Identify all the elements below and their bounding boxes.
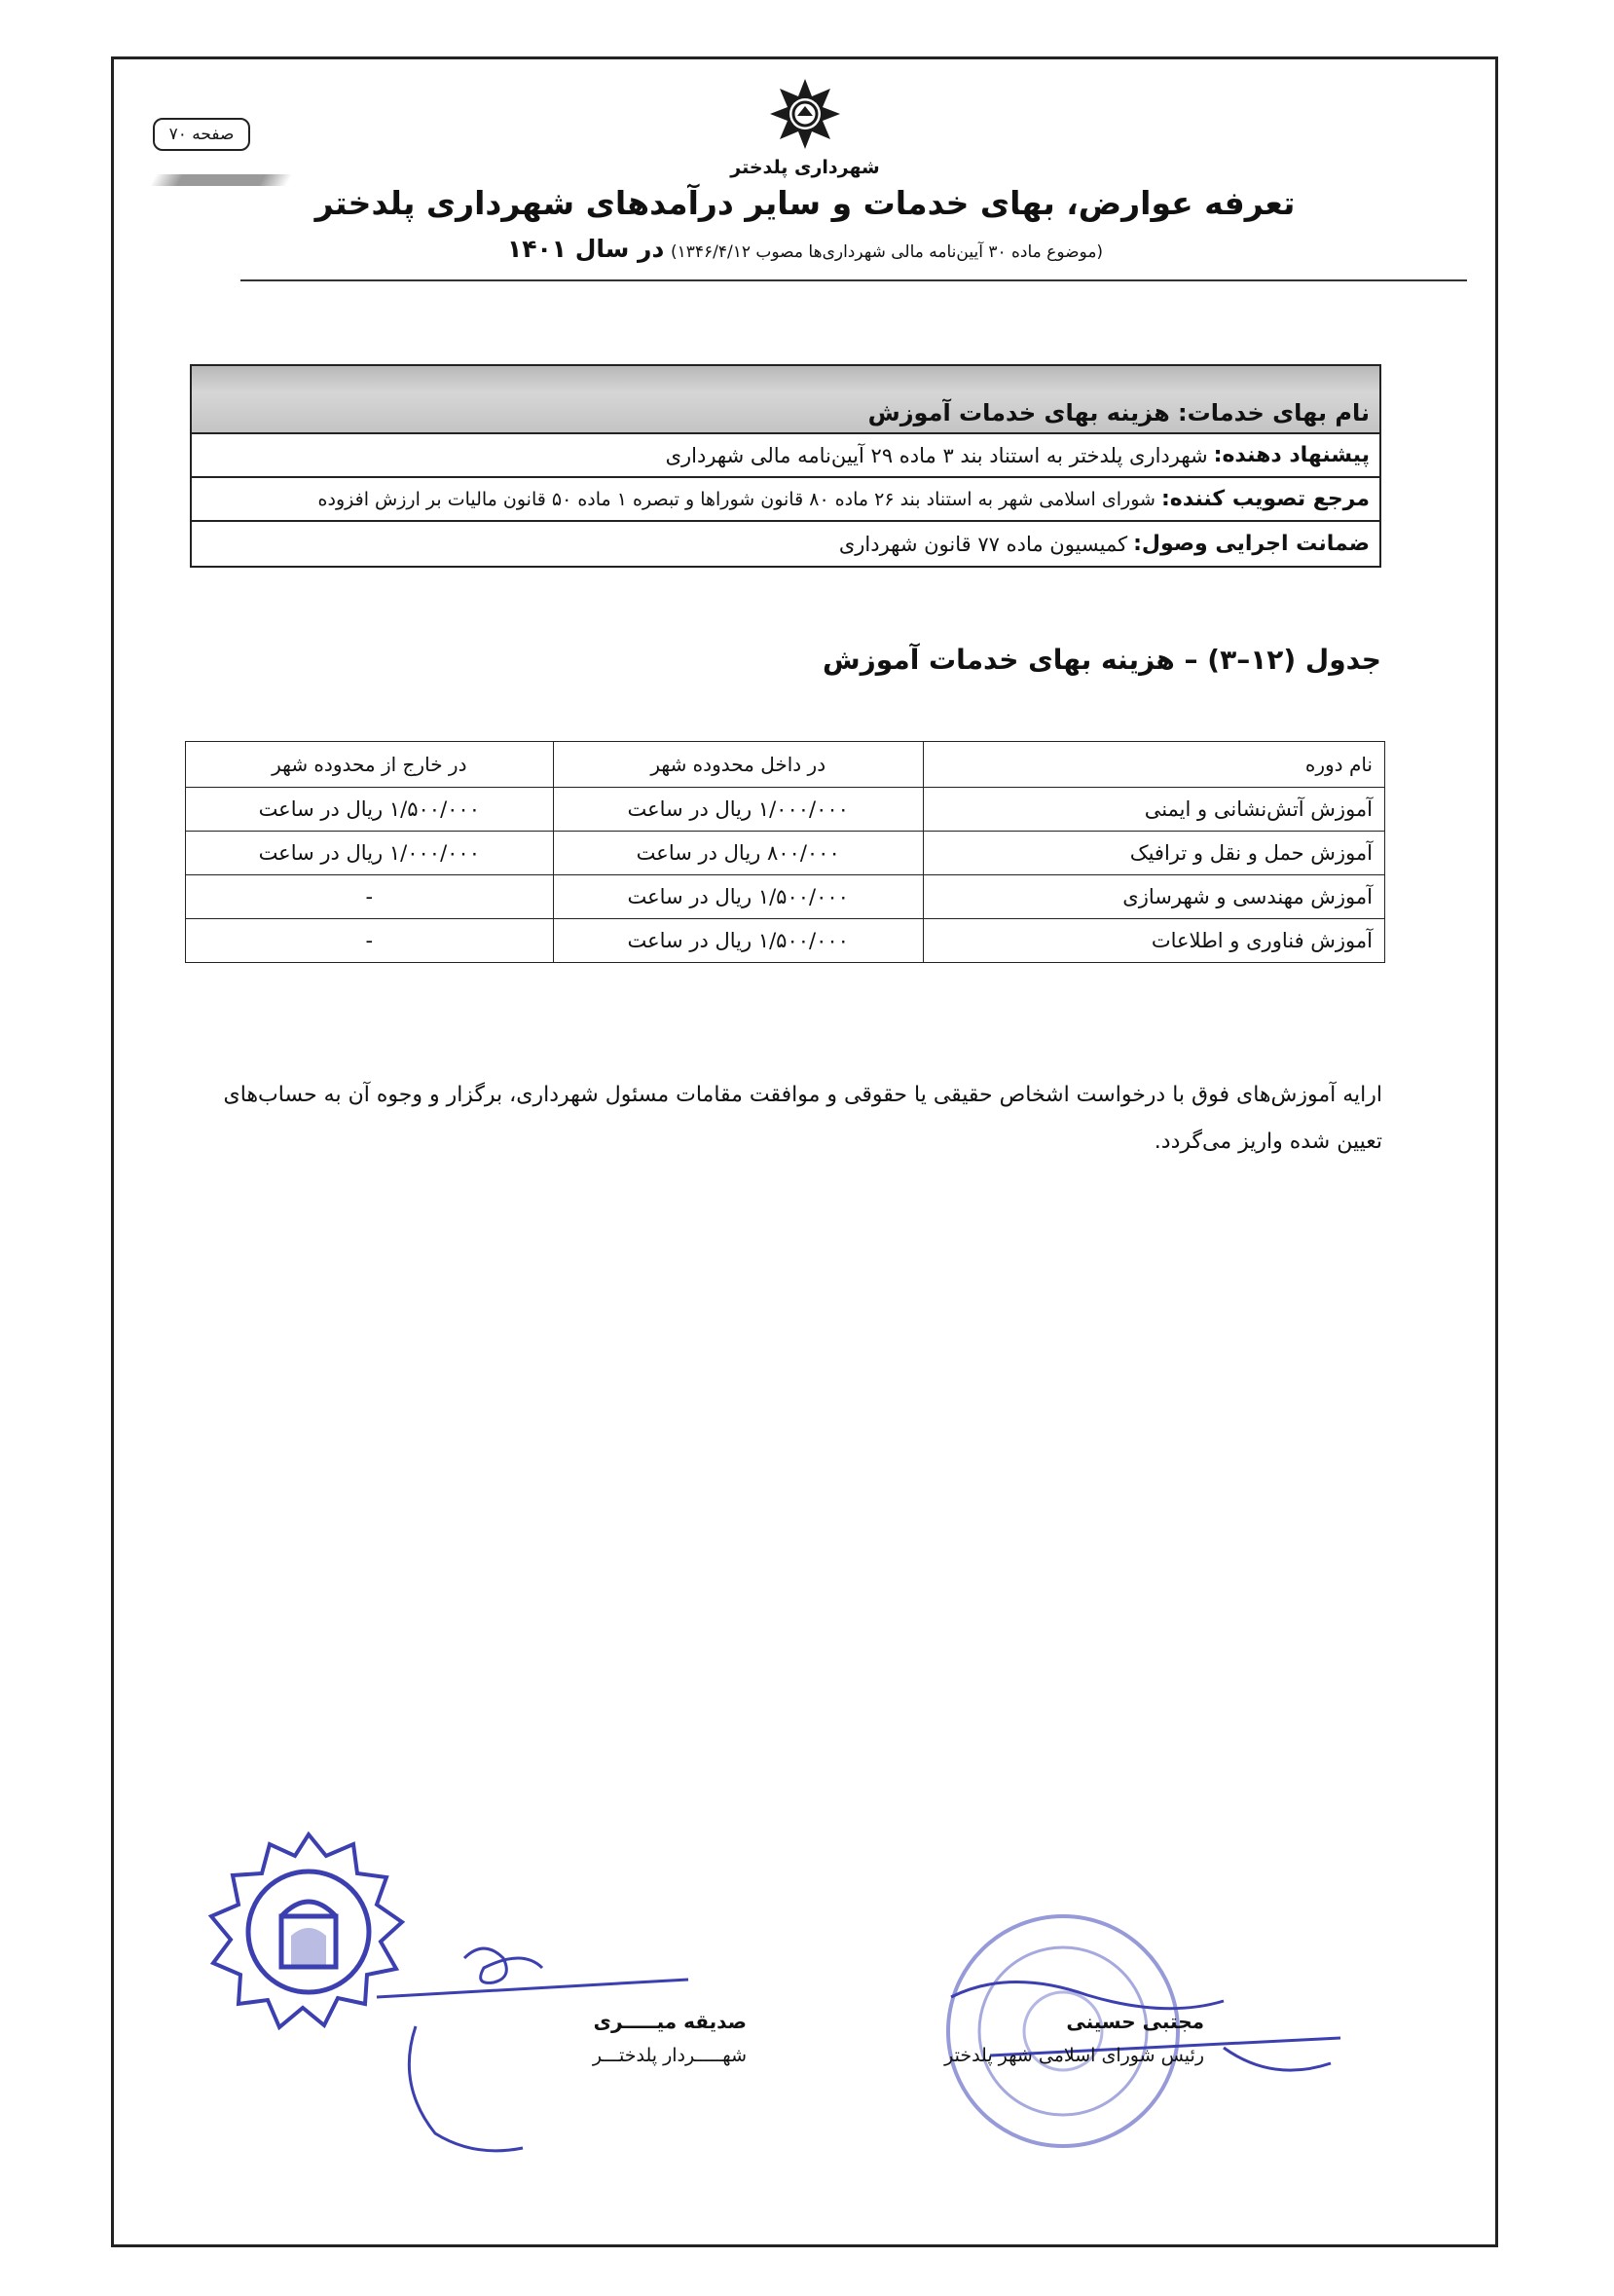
guarantee-row: [192, 522, 1379, 566]
explanatory-paragraph: ارایه آموزش‌های فوق با درخواست اشخاص حقیقی یا حقوقی و موافقت مقامات مسئول شهرداری، برگزار و وجوه آن به حساب‌های تعیین شده واریز می‌گردد.: [223, 1083, 1382, 1154]
table-caption: جدول (۱۲–۳) – هزینه بهای خدمات آموزش: [823, 644, 1381, 676]
mayor-role: شهـــــردار پلدختـــر: [592, 2045, 747, 2066]
cell-outside-city: ۱/۵۰۰/۰۰۰ ریال در ساعت: [186, 788, 554, 832]
cell-outside-city: -: [186, 919, 554, 963]
council-head-role: رئیس شورای اسلامی شهر پلدختر: [944, 2045, 1204, 2066]
proposer-label: پیشنهاد دهنده:: [1213, 443, 1370, 467]
page-frame: [111, 56, 1498, 2247]
header-divider: [240, 279, 1467, 281]
approver-value: شورای اسلامی شهر به استناد بند ۲۶ ماده ۸۰ قانون شوراها و تبصره ۱ ماده ۵۰ قانون مالیات بر ارزش افزوده: [317, 488, 1155, 510]
cell-course-name: آموزش آتش‌نشانی و ایمنی: [923, 788, 1384, 832]
guarantee-label: ضمانت اجرایی وصول:: [1133, 532, 1370, 556]
page-number-label: صفحه ۷۰: [168, 125, 235, 144]
table-row: [186, 788, 1385, 832]
table-row: [186, 832, 1385, 875]
header-inside-city: در داخل محدوده شهر: [553, 742, 923, 788]
mayor-signature-block: [474, 2010, 747, 2066]
table-header-row: [186, 742, 1385, 788]
council-head-name: مجتبی حسینی: [1066, 2010, 1204, 2033]
training-fees-table: [185, 741, 1385, 963]
service-info-box: [190, 364, 1381, 568]
cell-inside-city: ۱/۵۰۰/۰۰۰ ریال در ساعت: [553, 919, 923, 963]
cell-inside-city: ۱/۵۰۰/۰۰۰ ریال در ساعت: [553, 875, 923, 919]
proposer-row: [192, 434, 1379, 478]
proposer-value: شهرداری پلدختر به استناد بند ۳ ماده ۲۹ آیین‌نامه مالی شهرداری: [665, 443, 1208, 467]
table-row: [186, 919, 1385, 963]
subtitle-year: در سال ۱۴۰۱: [506, 235, 665, 263]
cell-inside-city: ۱/۰۰۰/۰۰۰ ریال در ساعت: [553, 788, 923, 832]
guarantee-value: کمیسیون ماده ۷۷ قانون شهرداری: [838, 532, 1128, 556]
municipality-logo-icon: [768, 77, 842, 151]
org-name: شهرداری پلدختر: [730, 157, 880, 178]
table-row: [186, 875, 1385, 919]
cell-course-name: آموزش مهندسی و شهرسازی: [923, 875, 1384, 919]
subtitle-reference: (موضوع ماده ۳۰ آیین‌نامه مالی شهرداری‌ها مصوب ۱۳۴۶/۴/۱۲): [670, 242, 1104, 262]
document-title: تعرفه عوارض، بهای خدمات و سایر درآمدهای شهرداری پلدختر: [314, 184, 1296, 222]
cell-outside-city: ۱/۰۰۰/۰۰۰ ریال در ساعت: [186, 832, 554, 875]
cell-course-name: آموزش حمل و نقل و ترافیک: [923, 832, 1384, 875]
cell-course-name: آموزش فناوری و اطلاعات: [923, 919, 1384, 963]
approver-row: [192, 478, 1379, 522]
header-outside-city: در خارج از محدوده شهر: [186, 742, 554, 788]
cell-outside-city: -: [186, 875, 554, 919]
document-subtitle: [270, 235, 1340, 263]
mayor-name: صدیقه میـــــری: [593, 2010, 747, 2033]
header-course-name: نام دوره: [923, 742, 1384, 788]
cell-inside-city: ۸۰۰/۰۰۰ ریال در ساعت: [553, 832, 923, 875]
council-head-signature-block: [912, 2010, 1204, 2066]
page-number-badge: [153, 118, 250, 151]
approver-label: مرجع تصویب کننده:: [1160, 487, 1370, 511]
service-info-title: نام بهای خدمات: هزینه بهای خدمات آموزش: [192, 366, 1379, 434]
